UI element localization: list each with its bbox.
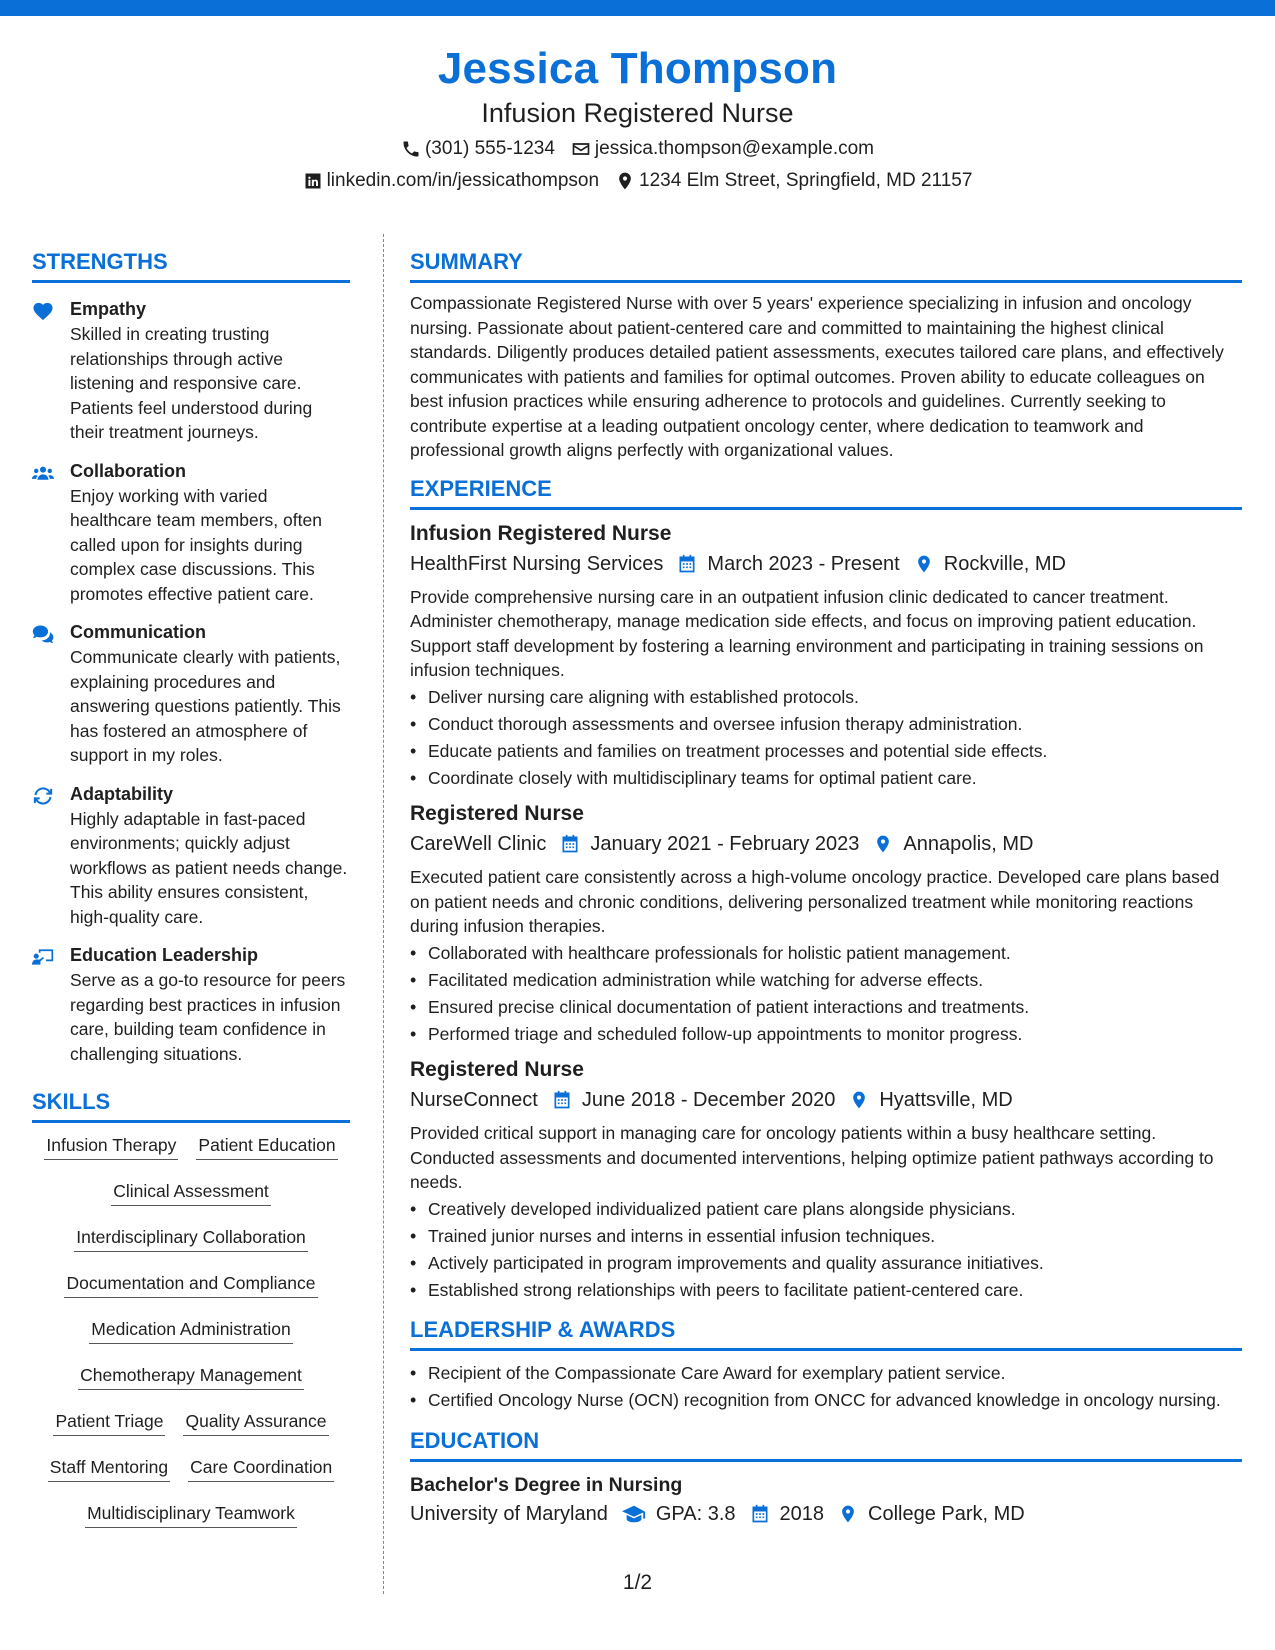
job-entry (410, 800, 1242, 1046)
strength-text: Serve as a go-to resource for peers regarding best practices in infusion care, building team confidence in challenging situations. (70, 970, 346, 1064)
education-meta (410, 1499, 1242, 1529)
right-column (410, 248, 1242, 1529)
linkedin-icon (303, 171, 323, 191)
skill-tag: Care Coordination (188, 1455, 334, 1482)
address-contact (615, 166, 972, 196)
address-text: 1234 Elm Street, Springfield, MD 21157 (639, 170, 973, 191)
job-meta (410, 829, 1242, 859)
list-item: • Actively participated in program improvements and quality assurance initiatives. (410, 1251, 1242, 1276)
list-item: • Certified Oncology Nurse (OCN) recognition from ONCC for advanced knowledge in oncology nursing. (410, 1388, 1242, 1413)
skill-tag: Infusion Therapy (44, 1133, 178, 1160)
education-year: 2018 (779, 1502, 825, 1525)
job-description: Executed patient care consistently across a high-volume oncology practice. Developed care plans based on patient needs and chronic conditions, delivering personalized treatment while monitoring reactions during infusion therapies. (410, 867, 1220, 936)
graduation-cap-icon (622, 1504, 646, 1524)
list-item: • Facilitated medication administration while watching for adverse effects. (410, 968, 1242, 993)
phone-contact (401, 134, 555, 164)
contact-row-2 (0, 166, 1275, 196)
job-dates: June 2018 - December 2020 (581, 1089, 836, 1111)
strength-text: Skilled in creating trusting relationships through active listening and responsive care. Patients feel understood during their treatment journeys. (70, 324, 313, 442)
strength-item (32, 297, 350, 445)
job-meta (410, 549, 1242, 579)
strengths-heading: STRENGTHS (32, 248, 350, 283)
map-pin-icon (838, 1504, 858, 1524)
skill-tag: Quality Assurance (183, 1409, 328, 1436)
job-dates: March 2023 - Present (707, 552, 900, 575)
job-location: Annapolis, MD (903, 833, 1034, 855)
strength-text: Communicate clearly with patients, explaining procedures and answering questions patiently. This has fostered an atmosphere of support in my roles. (70, 647, 341, 765)
job-location: Rockville, MD (943, 552, 1066, 575)
job-title: Registered Nurse (410, 802, 584, 825)
job-description: Provided critical support in managing care for oncology patients within a busy healthcare setting. Conducted assessments and documented interventions, helping optimize patient pathways according to needs. (410, 1123, 1214, 1192)
linkedin-text[interactable]: linkedin.com/in/jessicathompson (326, 170, 600, 191)
strength-item (32, 459, 350, 607)
education-heading: EDUCATION (410, 1427, 1242, 1462)
job-company: HealthFirst Nursing Services (410, 552, 664, 575)
education-gpa: GPA: 3.8 (655, 1502, 736, 1525)
strength-title: Empathy (70, 299, 147, 319)
job-bullets (410, 941, 1242, 1047)
summary-text: Compassionate Registered Nurse with over 5 years' experience specializing in infusion and oncology nursing. Passionate about patient-centered care and committed to maintaining the highest clinical standards. Diligently produces detailed patient assessments, executes tailored care plans, and effectively communicates with patients and families for optimal outcomes. Proven ability to educate colleagues on best infusion practices while ensuring adherence to protocols and guidelines. Currently seeking to contribute expertise at a leading outpatient oncology center, where dedication to teamwork and professional growth aligns perfectly with organizational values. (410, 293, 1224, 460)
skill-tag: Patient Education (196, 1133, 337, 1160)
job-dates: January 2021 - February 2023 (590, 833, 860, 855)
skill-tag: Multidisciplinary Teamwork (85, 1501, 297, 1528)
users-icon (32, 463, 54, 483)
candidate-name: Jessica Thompson (437, 44, 838, 93)
experience-heading: EXPERIENCE (410, 475, 1242, 510)
top-accent-bar (0, 0, 1275, 16)
list-item: • Conduct thorough assessments and oversee infusion therapy administration. (410, 712, 1242, 737)
leadership-heading: LEADERSHIP & AWARDS (410, 1316, 1242, 1351)
skill-tag: Staff Mentoring (48, 1455, 170, 1482)
leadership-list (410, 1361, 1242, 1413)
job-bullets (410, 1197, 1242, 1303)
skill-tag: Patient Triage (53, 1409, 165, 1436)
job-entry (410, 520, 1242, 791)
email-contact[interactable] (571, 134, 874, 164)
skill-tag: Medication Administration (89, 1317, 292, 1344)
job-title: Registered Nurse (410, 1058, 584, 1081)
calendar-icon (560, 834, 580, 854)
skill-tag: Documentation and Compliance (64, 1271, 317, 1298)
skill-tag: Clinical Assessment (111, 1179, 271, 1206)
education-degree: Bachelor's Degree in Nursing (410, 1473, 683, 1496)
education-school: University of Maryland (410, 1502, 608, 1525)
envelope-icon (571, 139, 591, 159)
skill-tag: Chemotherapy Management (78, 1363, 304, 1390)
candidate-role: Infusion Registered Nurse (481, 98, 794, 128)
left-column (32, 248, 350, 1547)
sync-icon (32, 786, 54, 806)
map-pin-icon (873, 834, 893, 854)
contact-row-1 (0, 134, 1275, 164)
email-text[interactable]: jessica.thompson@example.com (594, 138, 874, 159)
resume-header (0, 42, 1275, 196)
strength-text: Enjoy working with varied healthcare team members, often called upon for insights during complex case discussions. This promotes effective patient care. (70, 485, 322, 604)
list-item: • Performed triage and scheduled follow-up appointments to monitor progress. (410, 1022, 1242, 1047)
map-pin-icon (914, 554, 934, 574)
phone-icon (401, 139, 421, 159)
skills-list (32, 1133, 350, 1547)
page-number: 1/2 (622, 1571, 653, 1594)
skills-heading: SKILLS (32, 1088, 350, 1123)
list-item: • Ensured precise clinical documentation of patient interactions and treatments. (410, 995, 1242, 1020)
map-pin-icon (849, 1090, 869, 1110)
job-title: Infusion Registered Nurse (410, 521, 672, 545)
list-item: • Coordinate closely with multidisciplinary teams for optimal patient care. (410, 766, 1242, 791)
comments-icon (32, 624, 54, 644)
job-description: Provide comprehensive nursing care in an outpatient infusion clinic dedicated to cancer treatment. Administer chemotherapy, manage medication side effects, and focus on improving patient education. Support staff development by fostering a learning environment and participating in training sessions on infusion techniques. (410, 586, 1204, 680)
list-item: • Established strong relationships with peers to facilitate patient-centered care. (410, 1278, 1242, 1303)
chalkboard-teacher-icon (32, 947, 54, 967)
list-item: • Deliver nursing care aligning with established protocols. (410, 685, 1242, 710)
heart-icon (32, 301, 54, 321)
job-company: NurseConnect (410, 1089, 538, 1111)
list-item: • Recipient of the Compassionate Care Award for exemplary patient service. (410, 1361, 1242, 1386)
strength-text: Highly adaptable in fast-paced environments; quickly adjust workflows as patient needs change. This ability ensures consistent, high-quality care. (70, 808, 348, 927)
strength-title: Adaptability (70, 783, 174, 804)
calendar-icon (750, 1504, 770, 1524)
strength-item (32, 782, 350, 930)
strength-title: Collaboration (70, 460, 186, 481)
list-item: • Educate patients and families on treatment processes and potential side effects. (410, 739, 1242, 764)
phone-text: (301) 555-1234 (424, 138, 555, 159)
column-divider (383, 234, 384, 1594)
list-item: • Trained junior nurses and interns in essential infusion techniques. (410, 1224, 1242, 1249)
calendar-icon (552, 1090, 572, 1110)
list-item: • Collaborated with healthcare professionals for holistic patient management. (410, 941, 1242, 966)
linkedin-contact[interactable] (303, 166, 599, 196)
strength-title: Education Leadership (70, 945, 259, 965)
job-meta (410, 1085, 1242, 1115)
education-location: College Park, MD (868, 1502, 1025, 1525)
summary-heading: SUMMARY (410, 248, 1242, 283)
skill-tag: Interdisciplinary Collaboration (74, 1225, 308, 1252)
list-item: • Creatively developed individualized patient care plans alongside physicians. (410, 1197, 1242, 1222)
strength-item (32, 943, 350, 1066)
job-bullets (410, 685, 1242, 791)
job-entry (410, 1056, 1242, 1302)
job-location: Hyattsville, MD (879, 1089, 1013, 1111)
strength-item (32, 620, 350, 768)
job-company: CareWell Clinic (410, 833, 547, 855)
strength-title: Communication (70, 622, 207, 642)
calendar-icon (677, 554, 697, 574)
map-pin-icon (615, 171, 635, 191)
